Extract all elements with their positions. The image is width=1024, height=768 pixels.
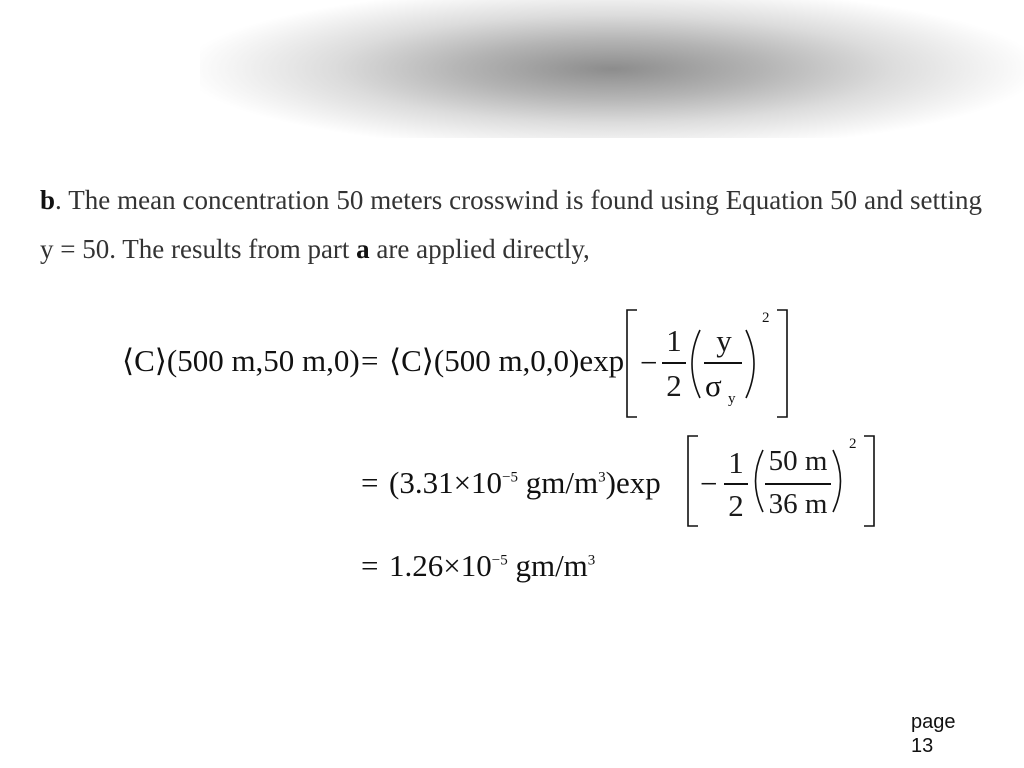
page-word: page — [911, 711, 956, 733]
eq1-power: 2 — [762, 310, 770, 326]
eq1-lhs: ⟨C⟩(500 m,50 m,0) — [122, 343, 360, 378]
eq3-unit: gm/m — [507, 548, 588, 583]
page-number-label — [911, 710, 956, 758]
eq2-frac-bar — [724, 483, 748, 485]
eq1-inner-den: σ — [705, 368, 722, 403]
eq2-equals: = — [361, 465, 379, 500]
eq2-frac-num: 1 — [728, 445, 744, 480]
eq3-coeff: 1.26×10 — [389, 548, 492, 583]
eq3-exponent: −5 — [491, 552, 508, 569]
eq3-value — [389, 548, 595, 584]
eq1-inner-num: y — [716, 323, 732, 358]
part-label: b — [40, 185, 56, 215]
eq2-coeff: (3.31×10 — [389, 465, 503, 500]
eq1-equals: = — [361, 343, 379, 378]
eq1-rhs-prefix: ⟨C⟩(500 m,0,0)exp — [389, 343, 625, 378]
eq2-power: 2 — [849, 436, 857, 452]
part-reference: a — [356, 234, 370, 264]
eq2-minus: − — [700, 466, 718, 501]
eq2-unit: gm/m — [518, 465, 599, 500]
eq2-inner-den: 36 m — [768, 488, 828, 520]
page-number: 13 — [911, 735, 934, 757]
eq1-inner-den-sub: y — [728, 391, 736, 407]
eq1-minus: − — [640, 345, 658, 380]
eq2-close: )exp — [605, 465, 661, 500]
eq1-frac-num: 1 — [666, 323, 682, 358]
eq2-unit-exponent: 3 — [598, 469, 606, 486]
eq3-equals: = — [361, 548, 379, 583]
paragraph-text-b: are applied directly, — [369, 234, 590, 264]
paragraph-text-a: . The mean concentration 50 meters crosswind is found using Equation 50 and setting y = 50. The results from part — [40, 185, 982, 264]
eq2-inner-bar — [765, 483, 831, 485]
eq2-frac-den: 2 — [728, 488, 744, 523]
eq1-frac-den: 2 — [666, 368, 682, 403]
eq2-inner-num: 50 m — [768, 445, 828, 477]
eq2-exponent: −5 — [502, 469, 519, 486]
eq3-unit-exponent: 3 — [587, 552, 596, 569]
